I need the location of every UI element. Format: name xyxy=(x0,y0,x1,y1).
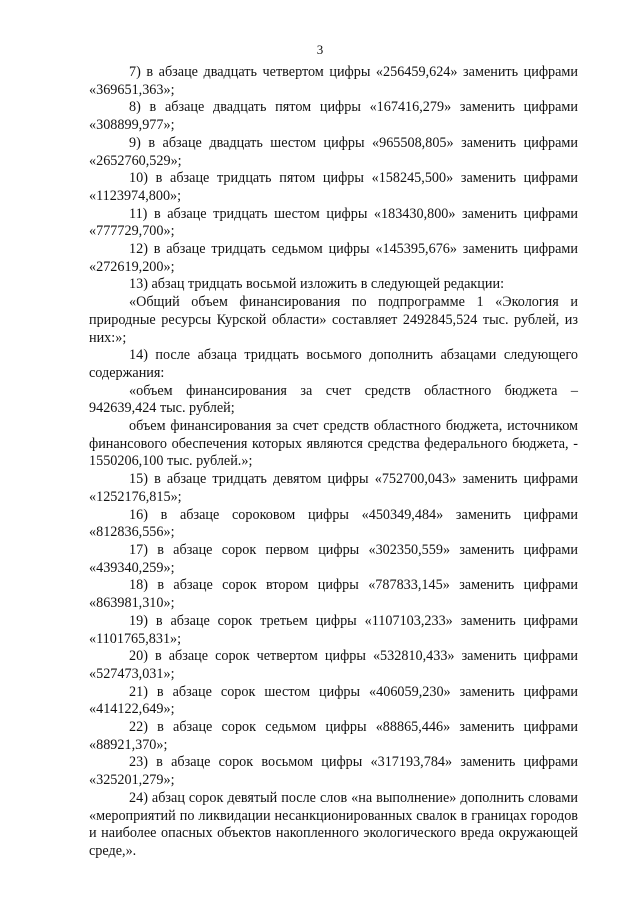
paragraph-quote-federal-budget: объем финансирования за счет средств областного бюджета, источником финансового обеспечения которых являются средства федерального бюджета, - 1550206,100 тыс. рублей.»; xyxy=(89,418,578,470)
paragraph-item-12: 12) в абзаце тридцать седьмом цифры «145395,676» заменить цифрами «272619,200»; xyxy=(89,241,578,275)
paragraph-item-14: 14) после абзаца тридцать восьмого дополнить абзацами следующего содержания: xyxy=(89,347,578,381)
paragraph-item-15: 15) в абзаце тридцать девятом цифры «752700,043» заменить цифрами «1252176,815»; xyxy=(89,471,578,505)
paragraph-item-24: 24) абзац сорок девятый после слов «на выполнение» дополнить словами «мероприятий по ликвидации несанкционированных свалок в границах городов и наиболее опасных объектов накопленного экологического вреда окружающей среде,». xyxy=(89,789,578,859)
paragraph-item-13: 13) абзац тридцать восьмой изложить в следующей редакции: xyxy=(129,276,505,293)
paragraph-item-18: 18) в абзаце сорок втором цифры «787833,145» заменить цифрами «863981,310»; xyxy=(89,577,578,612)
paragraph-item-7: 7) в абзаце двадцать четвертом цифры «256459,624» заменить цифрами «369651,363»; xyxy=(89,64,578,98)
paragraph-item-10: 10) в абзаце тридцать пятом цифры «158245,500» заменить цифрами «1123974,800»; xyxy=(89,170,578,204)
paragraph-quote-total-financing: «Общий объем финансирования по подпрограмме 1 «Экология и природные ресурсы Курской области» составляет 2492845,524 тыс. рублей, из них:»; xyxy=(89,294,578,346)
paragraph-item-19: 19) в абзаце сорок третьем цифры «1107103,233» заменить цифрами «1101765,831»; xyxy=(89,612,578,647)
paragraph-item-20: 20) в абзаце сорок четвертом цифры «532810,433» заменить цифрами «527473,031»; xyxy=(89,648,578,682)
paragraph-item-21: 21) в абзаце сорок шестом цифры «406059,230» заменить цифрами «414122,649»; xyxy=(89,683,578,718)
paragraph-quote-regional-budget: «объем финансирования за счет средств областного бюджета – 942639,424 тыс. рублей; xyxy=(89,382,578,417)
paragraph-item-11: 11) в абзаце тридцать шестом цифры «183430,800» заменить цифрами «777729,700»; xyxy=(89,205,578,240)
paragraph-item-9: 9) в абзаце двадцать шестом цифры «965508,805» заменить цифрами «2652760,529»; xyxy=(89,134,578,169)
document-body xyxy=(89,64,578,861)
paragraph-item-23: 23) в абзаце сорок восьмом цифры «317193,784» заменить цифрами «325201,279»; xyxy=(89,754,578,789)
paragraph-item-17: 17) в абзаце сорок первом цифры «302350,559» заменить цифрами «439340,259»; xyxy=(89,541,578,576)
paragraph-item-16: 16) в абзаце сороковом цифры «450349,484» заменить цифрами «812836,556»; xyxy=(89,506,578,541)
paragraph-item-8: 8) в абзаце двадцать пятом цифры «167416,279» заменить цифрами «308899,977»; xyxy=(89,99,578,134)
paragraph-item-22: 22) в абзаце сорок седьмом цифры «88865,446» заменить цифрами «88921,370»; xyxy=(89,719,578,753)
page-number: 3 xyxy=(316,42,324,57)
